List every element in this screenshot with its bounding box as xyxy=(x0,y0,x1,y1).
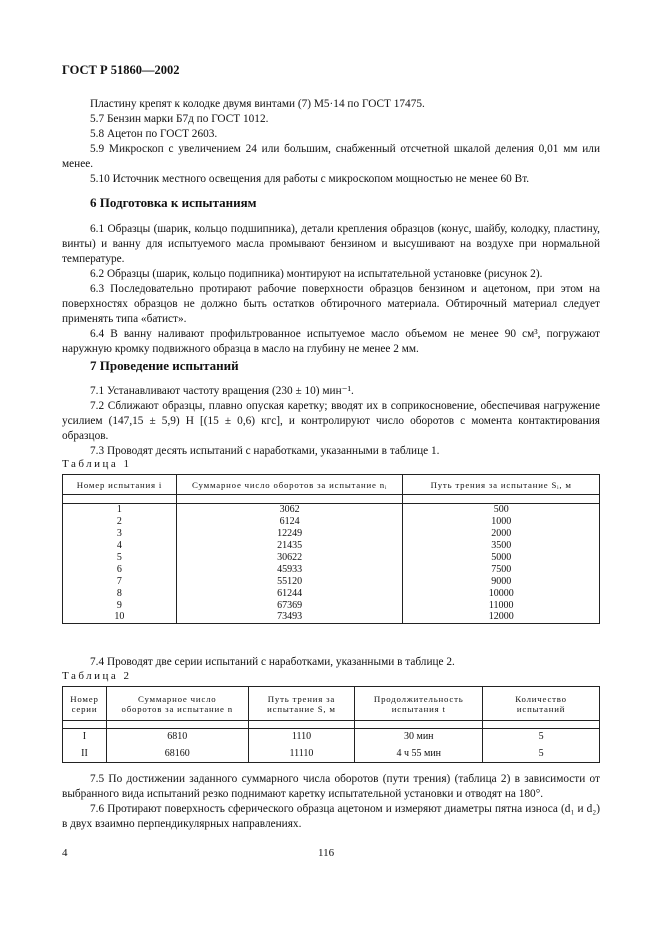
table-2-body xyxy=(63,729,600,763)
table-row xyxy=(63,729,600,746)
table-cell: 5 xyxy=(483,729,600,746)
paragraph: 5.7 Бензин марки Б7д по ГОСТ 1012. xyxy=(90,113,269,125)
table-cell: 30622 xyxy=(176,552,403,564)
table-cell: 5 xyxy=(483,746,600,763)
table-cell: 9 xyxy=(63,600,177,612)
table-1-caption: Таблица 1 xyxy=(62,458,132,470)
table-cell: 21435 xyxy=(176,540,403,552)
table-cell: 30 мин xyxy=(355,729,483,746)
column-header: Номер серии xyxy=(63,687,107,721)
paragraph: 5.10 Источник местного освещения для работы с микроскопом мощностью не менее 60 Вт. xyxy=(90,173,530,185)
intro-block xyxy=(62,97,600,187)
page-number-center: 116 xyxy=(318,847,335,859)
table-spacer-row xyxy=(63,721,600,729)
table-cell: 7 xyxy=(63,576,177,588)
table-cell: I xyxy=(63,729,107,746)
table-row xyxy=(63,576,600,588)
section-7-title: 7 Проведение испытаний xyxy=(90,358,239,373)
column-header: Суммарное число оборотов за испытание nᵢ xyxy=(176,475,403,495)
paragraph: 7.3 Проводят десять испытаний с наработками, указанными в таблице 1. xyxy=(90,445,440,457)
table-row xyxy=(63,528,600,540)
table-1 xyxy=(62,474,600,624)
table-cell: 4 xyxy=(63,540,177,552)
table-cell: 1 xyxy=(63,504,177,516)
table-cell: 61244 xyxy=(176,588,403,600)
column-header: Путь трения за испытание S, м xyxy=(248,687,355,721)
table-cell: 3500 xyxy=(403,540,600,552)
table-2 xyxy=(62,686,600,763)
paragraph: Пластину крепят к колодке двумя винтами (7) М5·14 по ГОСТ 17475. xyxy=(90,98,425,110)
table-row xyxy=(63,600,600,612)
column-header: Количество испытаний xyxy=(483,687,600,721)
table-cell: II xyxy=(63,746,107,763)
table-row xyxy=(63,540,600,552)
table-row xyxy=(63,612,600,624)
table-spacer-row xyxy=(63,495,600,504)
table-cell: 7500 xyxy=(403,564,600,576)
table-cell: 6 xyxy=(63,564,177,576)
paragraph: 5.8 Ацетон по ГОСТ 2603. xyxy=(90,128,218,140)
column-header: Номер испытания i xyxy=(63,475,177,495)
section-7-body xyxy=(62,384,600,459)
table-row xyxy=(63,564,600,576)
table-cell: 11000 xyxy=(403,600,600,612)
document-header: ГОСТ Р 51860—2002 xyxy=(62,63,180,77)
table-cell: 2 xyxy=(63,516,177,528)
table-cell: 4 ч 55 мин xyxy=(355,746,483,763)
table-cell: 73493 xyxy=(176,612,403,624)
table-header-row xyxy=(63,475,600,495)
column-header: Путь трения за испытание Sᵢ, м xyxy=(403,475,600,495)
table-cell: 1000 xyxy=(403,516,600,528)
paragraph: 6.3 Последовательно протирают рабочие поверхности образцов бензином и ацетоном, при этом на поверхностях образцов не должно быть остатков обтирочного материала. Обтирочный материал следует применять типа «батист». xyxy=(62,283,600,325)
table-cell: 5 xyxy=(63,552,177,564)
paragraph: 7.1 Устанавливают частоту вращения (230 ± 10) мин⁻¹. xyxy=(90,385,354,397)
table-header-row xyxy=(63,687,600,721)
table-cell: 68160 xyxy=(106,746,248,763)
paragraph: 5.9 Микроскоп с увеличением 24 или большим, снабженный отсчетной шкалой деления 0,01 мм или менее. xyxy=(62,143,600,170)
table-cell: 5000 xyxy=(403,552,600,564)
paragraph: 6.4 В ванну наливают профильтрованное испытуемое масло объемом не менее 90 см³, погружают наружную кромку подвижного образца в масло на глубину не менее 2 мм. xyxy=(62,328,600,355)
paragraph: 7.6 Протирают поверхность сферического образца ацетоном и измеряют диаметры пятна износа (d₁ и d₂) в двух взаимно перпендикулярных направлениях. xyxy=(62,803,600,830)
table-cell: 1110 xyxy=(248,729,355,746)
column-header: Суммарное число оборотов за испытание n xyxy=(106,687,248,721)
table-cell: 12000 xyxy=(403,612,600,624)
paragraph: 6.2 Образцы (шарик, кольцо подипника) монтируют на испытательной установке (рисунок 2). xyxy=(90,268,543,280)
table-cell: 6810 xyxy=(106,729,248,746)
table-row xyxy=(63,516,600,528)
table-row xyxy=(63,552,600,564)
paragraph: 7.4 Проводят две серии испытаний с наработками, указанными в таблице 2. xyxy=(90,656,455,668)
table-cell: 9000 xyxy=(403,576,600,588)
para-7-4-block xyxy=(62,655,600,670)
table-2-caption: Таблица 2 xyxy=(62,670,132,682)
paragraph: 7.2 Сближают образцы, плавно опуская каретку; вводят их в соприкосновение, обеспечивая нагружение усилием (147,15 ± 5,9) Н [(15 ± 0,6) кгс], и контролируют число оборотов с момента контактирования образцов. xyxy=(62,400,600,442)
table-cell: 6124 xyxy=(176,516,403,528)
table-row xyxy=(63,746,600,763)
table-cell: 10000 xyxy=(403,588,600,600)
page-number-left: 4 xyxy=(62,847,68,859)
table-row xyxy=(63,588,600,600)
table-cell: 67369 xyxy=(176,600,403,612)
table-cell: 3 xyxy=(63,528,177,540)
table-1-body xyxy=(63,504,600,624)
table-cell: 8 xyxy=(63,588,177,600)
table-cell: 12249 xyxy=(176,528,403,540)
table-cell: 45933 xyxy=(176,564,403,576)
table-cell: 11110 xyxy=(248,746,355,763)
paragraph: 7.5 По достижении заданного суммарного числа оборотов (пути трения) (таблица 2) в зависимости от выбранного вида испытаний резко поднимают каретку испытательной установки и отводят на 180°. xyxy=(62,773,600,800)
table-row xyxy=(63,504,600,516)
table-cell: 2000 xyxy=(403,528,600,540)
table-cell: 3062 xyxy=(176,504,403,516)
section-6-body xyxy=(62,222,600,357)
table-cell: 10 xyxy=(63,612,177,624)
closing-block xyxy=(62,772,600,832)
column-header: Продолжительность испытания t xyxy=(355,687,483,721)
paragraph: 6.1 Образцы (шарик, кольцо подшипника), детали крепления образцов (конус, шайбу, колодку, пластину, винты) и ванну для испытуемого масла промывают бензином и высушивают на воздухе при нормальной температуре. xyxy=(62,223,600,265)
section-6-title: 6 Подготовка к испытаниям xyxy=(90,195,257,210)
table-cell: 55120 xyxy=(176,576,403,588)
table-cell: 500 xyxy=(403,504,600,516)
